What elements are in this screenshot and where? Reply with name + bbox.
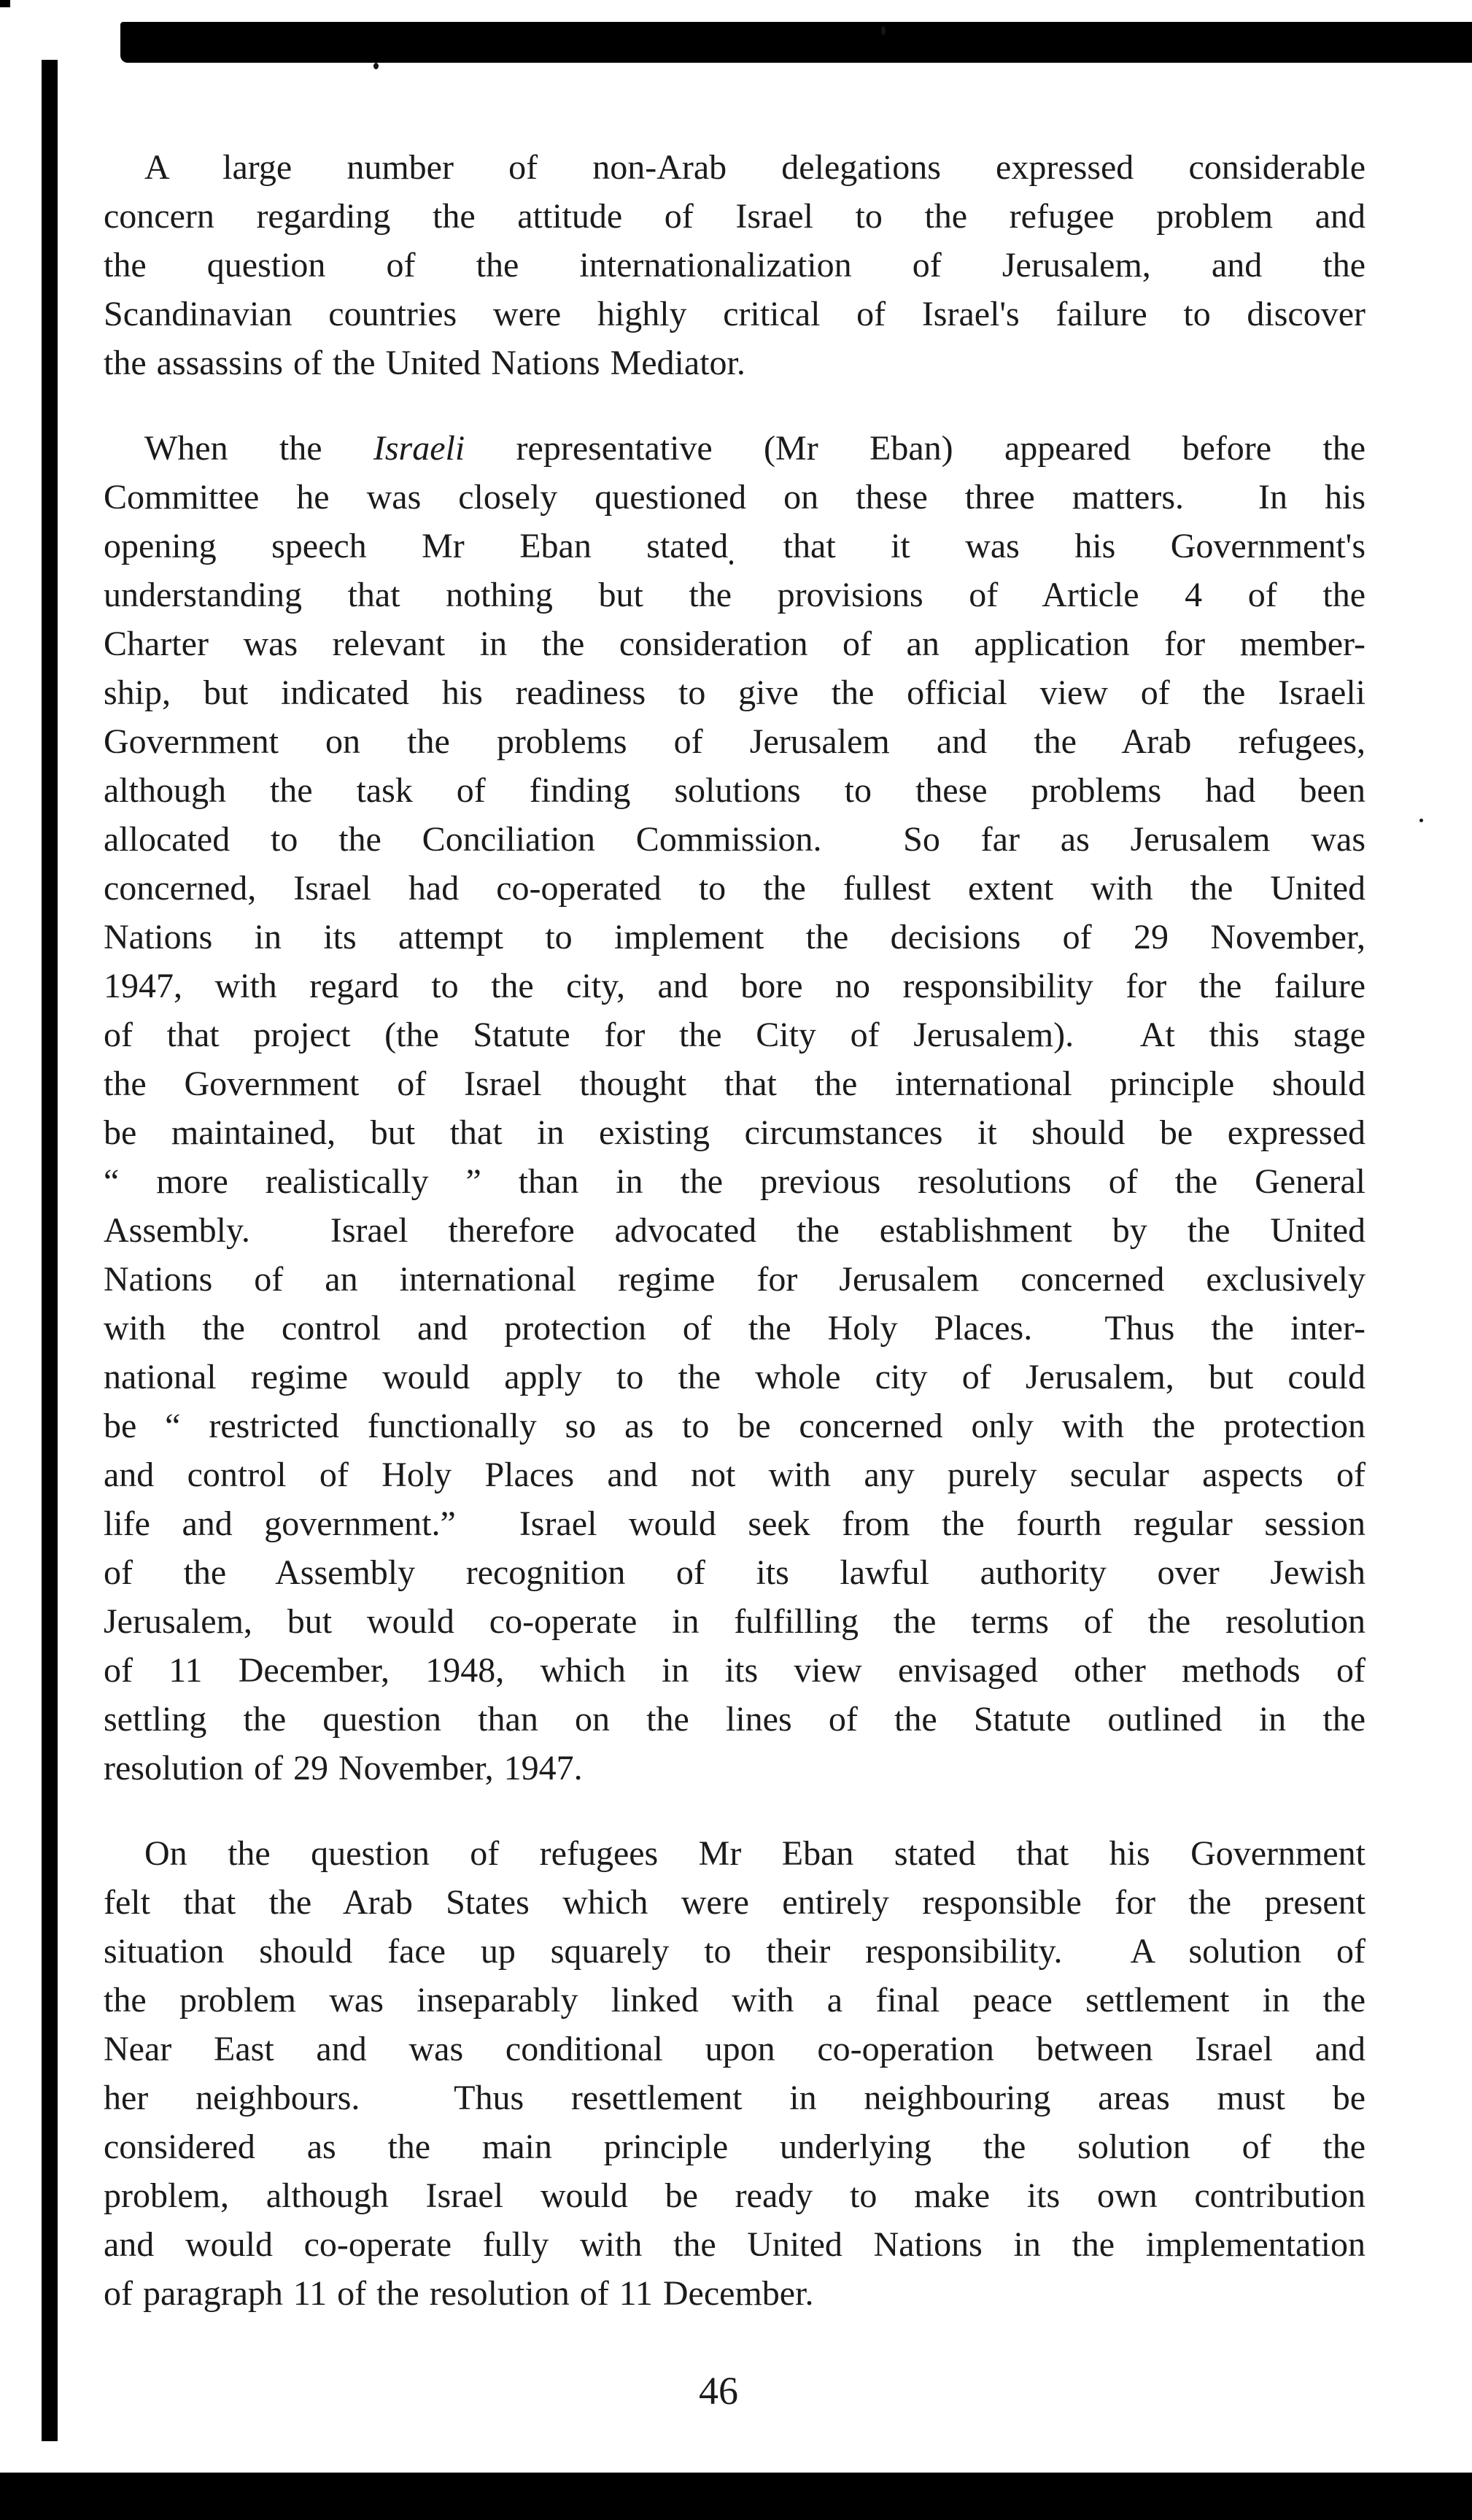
text-line: Government on the problems of Jerusalem and the Arab refugees, (104, 722, 1366, 761)
scan-edge-left (42, 60, 58, 2441)
text-line: of paragraph 11 of the resolution of 11 December. (104, 2274, 814, 2313)
text-line: the question of the internationalization of Jerusalem, and the (104, 246, 1366, 285)
text-line: situation should face up squarely to their responsibility. A solution of (104, 1932, 1366, 1971)
text-line: be “ restricted functionally so as to be concerned only with the protection (104, 1407, 1366, 1445)
scan-corner-mark (0, 0, 10, 7)
text-line: Nations in its attempt to implement the decisions of 29 November, (104, 918, 1366, 956)
text-line: Assembly. Israel therefore advocated the establishment by the United (104, 1211, 1366, 1250)
text-line: her neighbours. Thus resettlement in neighbouring areas must be (104, 2079, 1366, 2117)
text-line: opening speech Mr Eban stated that it was his Government's (104, 527, 1366, 565)
ink-speck (881, 26, 886, 35)
text-line: settling the question than on the lines of the Statute outlined in the (104, 1700, 1366, 1739)
text-line: allocated to the Conciliation Commission. So far as Jerusalem was (104, 820, 1366, 859)
scan-edge-bottom (0, 2473, 1472, 2520)
text-line: ship, but indicated his readiness to give the official view of the Israeli (104, 673, 1366, 712)
text-line: resolution of 29 November, 1947. (104, 1749, 583, 1787)
text-line: Committee he was closely questioned on these three matters. In his (104, 478, 1366, 517)
ink-speck (373, 63, 379, 69)
text-line: problem, although Israel would be ready to make its own contribution (104, 2176, 1366, 2215)
text-line: the assassins of the United Nations Mediator. (104, 344, 745, 382)
text-line: of that project (the Statute for the City of Jerusalem). At this stage (104, 1016, 1366, 1054)
ink-speck (1419, 819, 1423, 822)
text-line: the problem was inseparably linked with a final peace settlement in the (104, 1981, 1366, 2020)
text-line: with the control and protection of the Holy Places. Thus the inter- (104, 1309, 1366, 1348)
text-line: be maintained, but that in existing circumstances it should be expressed (104, 1113, 1366, 1152)
text-line: although the task of finding solutions to these problems had been (104, 771, 1366, 810)
text-line: When the Israeli representative (Mr Eban) appeared before the (144, 429, 1366, 468)
text-line: and would co-operate fully with the United Nations in the implementation (104, 2225, 1366, 2264)
text-line: life and government.” Israel would seek from the fourth regular session (104, 1504, 1366, 1543)
text-line: On the question of refugees Mr Eban stated that his Government (144, 1834, 1366, 1873)
text-line: considered as the main principle underlying the solution of the (104, 2127, 1366, 2166)
text-line: Scandinavian countries were highly critical of Israel's failure to discover (104, 295, 1366, 333)
text-line: and control of Holy Places and not with any purely secular aspects of (104, 1456, 1366, 1494)
paragraph (104, 143, 1366, 387)
text-line: felt that the Arab States which were entirely responsible for the present (104, 1883, 1366, 1922)
text-line: Charter was relevant in the consideration of an application for member- (104, 625, 1366, 663)
paragraph (104, 1829, 1366, 2318)
page-number: 46 (699, 2369, 738, 2413)
text-line: national regime would apply to the whole city of Jerusalem, but could (104, 1358, 1366, 1396)
text-line: Nations of an international regime for Jerusalem concerned exclusively (104, 1260, 1366, 1299)
text-line: Jerusalem, but would co-operate in fulfilling the terms of the resolution (104, 1602, 1366, 1641)
text-line: concerned, Israel had co-operated to the fullest extent with the United (104, 869, 1366, 908)
text-line: “ more realistically ” than in the previous resolutions of the General (104, 1162, 1366, 1201)
text-line: 1947, with regard to the city, and bore no responsibility for the failure (104, 967, 1366, 1005)
text-line: Near East and was conditional upon co-operation between Israel and (104, 2030, 1366, 2068)
text-line: concern regarding the attitude of Israel to the refugee problem and (104, 197, 1366, 236)
text-line: the Government of Israel thought that the international principle should (104, 1064, 1366, 1103)
text-block (104, 143, 1366, 2354)
paragraph (104, 424, 1366, 1793)
scan-edge-top (120, 22, 1472, 63)
text-line: of the Assembly recognition of its lawful authority over Jewish (104, 1553, 1366, 1592)
text-line: A large number of non-Arab delegations expressed considerable (144, 148, 1366, 187)
text-line: understanding that nothing but the provisions of Article 4 of the (104, 576, 1366, 614)
text-line: of 11 December, 1948, which in its view envisaged other methods of (104, 1651, 1366, 1690)
